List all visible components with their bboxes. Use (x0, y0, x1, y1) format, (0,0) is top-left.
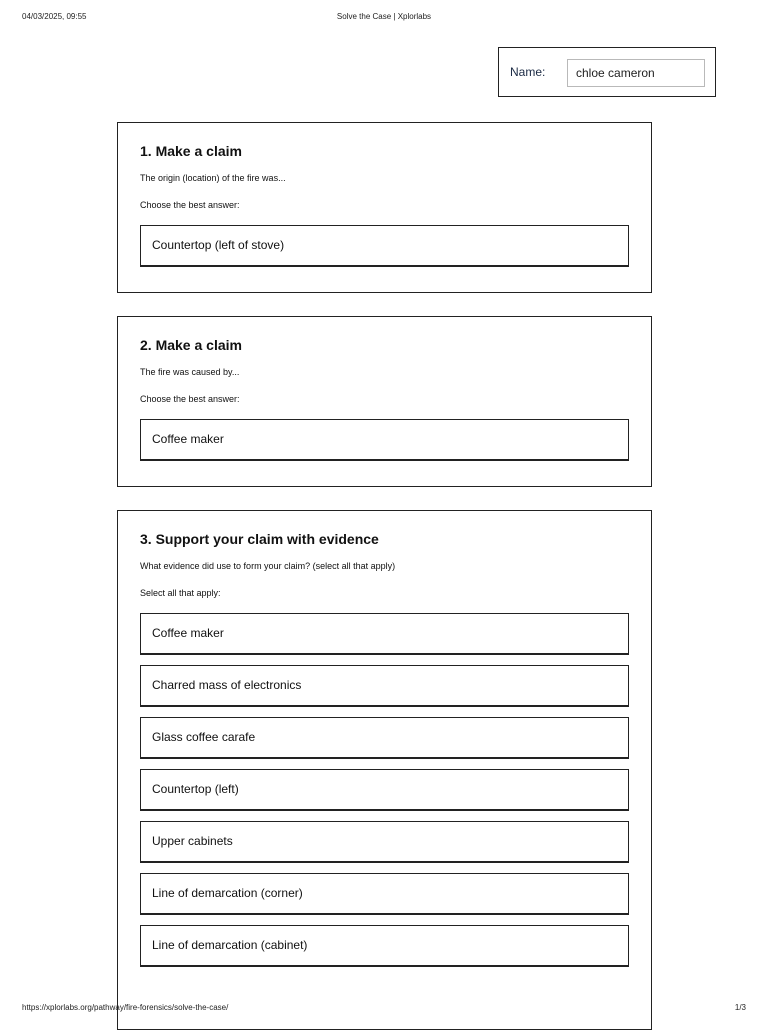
question-instruction: Choose the best answer: (140, 200, 240, 210)
evidence-option-upper-cabinets[interactable]: Upper cabinets (140, 821, 629, 863)
name-input[interactable] (567, 59, 705, 87)
answer-options (140, 419, 629, 471)
name-label: Name: (510, 65, 546, 79)
question-card-2 (117, 316, 652, 487)
evidence-option-coffee-maker[interactable]: Coffee maker (140, 613, 629, 655)
print-page-count: 1/3 (734, 1003, 746, 1012)
print-datetime: 04/03/2025, 09:55 (22, 12, 87, 21)
question-instruction: Choose the best answer: (140, 394, 240, 404)
question-instruction: Select all that apply: (140, 588, 221, 598)
print-url: https://xplorlabs.org/pathway/fire-forensics/solve-the-case/ (22, 1003, 229, 1012)
print-page-title: Solve the Case | Xplorlabs (336, 12, 432, 21)
print-header (0, 12, 768, 24)
evidence-option-countertop-left[interactable]: Countertop (left) (140, 769, 629, 811)
question-title: 1. Make a claim (140, 143, 242, 159)
question-card-3 (117, 510, 652, 1030)
evidence-options (140, 613, 629, 977)
evidence-option-line-of-demarcation-corner[interactable]: Line of demarcation (corner) (140, 873, 629, 915)
question-prompt: The fire was caused by... (140, 367, 240, 377)
question-prompt: The origin (location) of the fire was... (140, 173, 286, 183)
print-footer (0, 1003, 768, 1015)
question-title: 2. Make a claim (140, 337, 242, 353)
answer-options (140, 225, 629, 277)
evidence-option-line-of-demarcation-cabinet[interactable]: Line of demarcation (cabinet) (140, 925, 629, 967)
question-title: 3. Support your claim with evidence (140, 531, 379, 547)
evidence-option-glass-coffee-carafe[interactable]: Glass coffee carafe (140, 717, 629, 759)
answer-option-countertop-left-of-stove[interactable]: Countertop (left of stove) (140, 225, 629, 267)
answer-option-coffee-maker[interactable]: Coffee maker (140, 419, 629, 461)
name-box (498, 47, 716, 97)
question-card-1 (117, 122, 652, 293)
evidence-option-charred-mass-of-electronics[interactable]: Charred mass of electronics (140, 665, 629, 707)
question-prompt: What evidence did use to form your claim? (select all that apply) (140, 561, 396, 571)
